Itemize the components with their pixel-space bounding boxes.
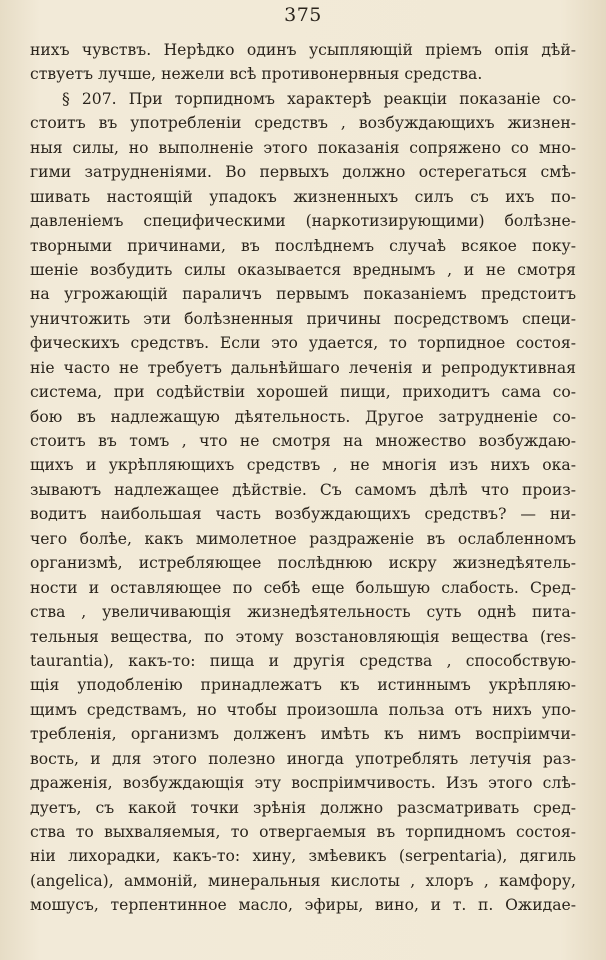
text-line: шенiе возбудить силы оказывается вреднымъ , и не смотря <box>30 260 576 279</box>
text-line: щiя уподобленiю принадлежатъ къ истиннымъ укрѣпляю- <box>30 676 576 695</box>
text-line: ныя силы, но выполненiе этого показанiя сопряжено со мно- <box>30 138 576 157</box>
text-line: зываютъ надлежащее дѣйствiе. Съ самомъ дѣлѣ что произ- <box>30 480 576 499</box>
text-line: щимъ средствамъ, но чтобы произошла польза отъ нихъ упо- <box>30 700 576 719</box>
text-line: щихъ и укрѣпляющихъ средствъ , не многiя изъ нихъ ока- <box>30 456 576 475</box>
text-line: нихъ чувствъ. Нерѣдко одинъ усыпляющiй прiемъ опiя дѣй- <box>30 41 576 59</box>
text-line: творными причинами, въ послѣднемъ случаѣ всякое поку- <box>30 236 576 255</box>
text-line: мошусъ, терпентинное масло, эфиры, вино, и т. п. Ожидае- <box>30 896 576 915</box>
text-line: чего болѣе, какъ мимолетное раздраженiе въ ослабленномъ <box>30 529 576 548</box>
text-line: гими затрудненiями. Во первыхъ должно остерегаться смѣ- <box>30 163 576 182</box>
page-number: 375 <box>284 4 322 26</box>
text-line: (angelica), аммонiй, минеральныя кислоты , хлоръ , камфору, <box>30 871 576 890</box>
text-line: нiи лихорадки, какъ-то: хину, змѣевикъ (serpentaria), дягиль <box>30 847 576 866</box>
text-line: уничтожить эти болѣзненныя причины посредствомъ специ- <box>30 309 576 328</box>
text-line: тельныя вещества, по этому возстановляющiя вещества (res- <box>30 627 576 646</box>
text-line: стоитъ въ томъ , что не смотря на множество возбуждаю- <box>30 432 576 450</box>
text-line: водитъ наибольшая часть возбуждающихъ средствъ? — ни- <box>30 505 576 524</box>
text-line: давленiемъ специфическими (наркотизирующими) болѣзне- <box>30 212 576 231</box>
text-line: шивать настоящiй упадокъ жизненныхъ силъ съ ихъ по- <box>30 187 576 206</box>
text-line: taurantia), какъ-то: пища и другiя средства , способствую- <box>30 651 576 670</box>
body-text <box>30 38 576 918</box>
text-line: на угрожающiй параличъ первымъ показанiемъ предстоитъ <box>30 285 576 304</box>
text-line: вость, и для этого полезно иногда употреблять летучiя раз- <box>30 749 576 768</box>
text-line: фическихъ средствъ. Если это удается, то торпидное состоя- <box>30 334 576 353</box>
text-line: бою въ надлежащую дѣятельность. Другое затрудненiе со- <box>30 407 576 426</box>
text-line: нiе часто не требуетъ дальнѣйшаго леченiя и репродуктивная <box>30 358 576 377</box>
text-line: § 207. При торпидномъ характерѣ реакцiи показанiе со- <box>62 89 576 108</box>
text-line: стоитъ въ употребленiи средствъ , возбуждающихъ жизнен- <box>30 114 576 133</box>
text-line: ства , увеличивающiя жизнедѣятельность суть однѣ пита- <box>30 603 576 622</box>
text-line: ности и оставляющее по себѣ еще большую слабость. Сред- <box>30 578 576 597</box>
text-line: драженiя, возбуждающiя эту воспрiимчивость. Изъ этого слѣ- <box>30 774 576 793</box>
text-line: организмѣ, истребляющее послѣднюю искру жизнедѣятель- <box>30 554 576 573</box>
text-line: ствуетъ лучше, нежели всѣ противонервныя средства. <box>30 65 483 84</box>
text-line: система, при содѣйствiи хорошей пищи, приходитъ сама со- <box>30 383 576 402</box>
text-line: ства то выхваляемыя, то отвергаемыя въ торпидномъ состоя- <box>30 823 576 841</box>
text-line: требленiя, организмъ долженъ имѣть къ нимъ воспрiимчи- <box>30 725 576 744</box>
text-line: дуетъ, съ какой точки зрѣнiя должно разсматривать сред- <box>30 798 576 817</box>
